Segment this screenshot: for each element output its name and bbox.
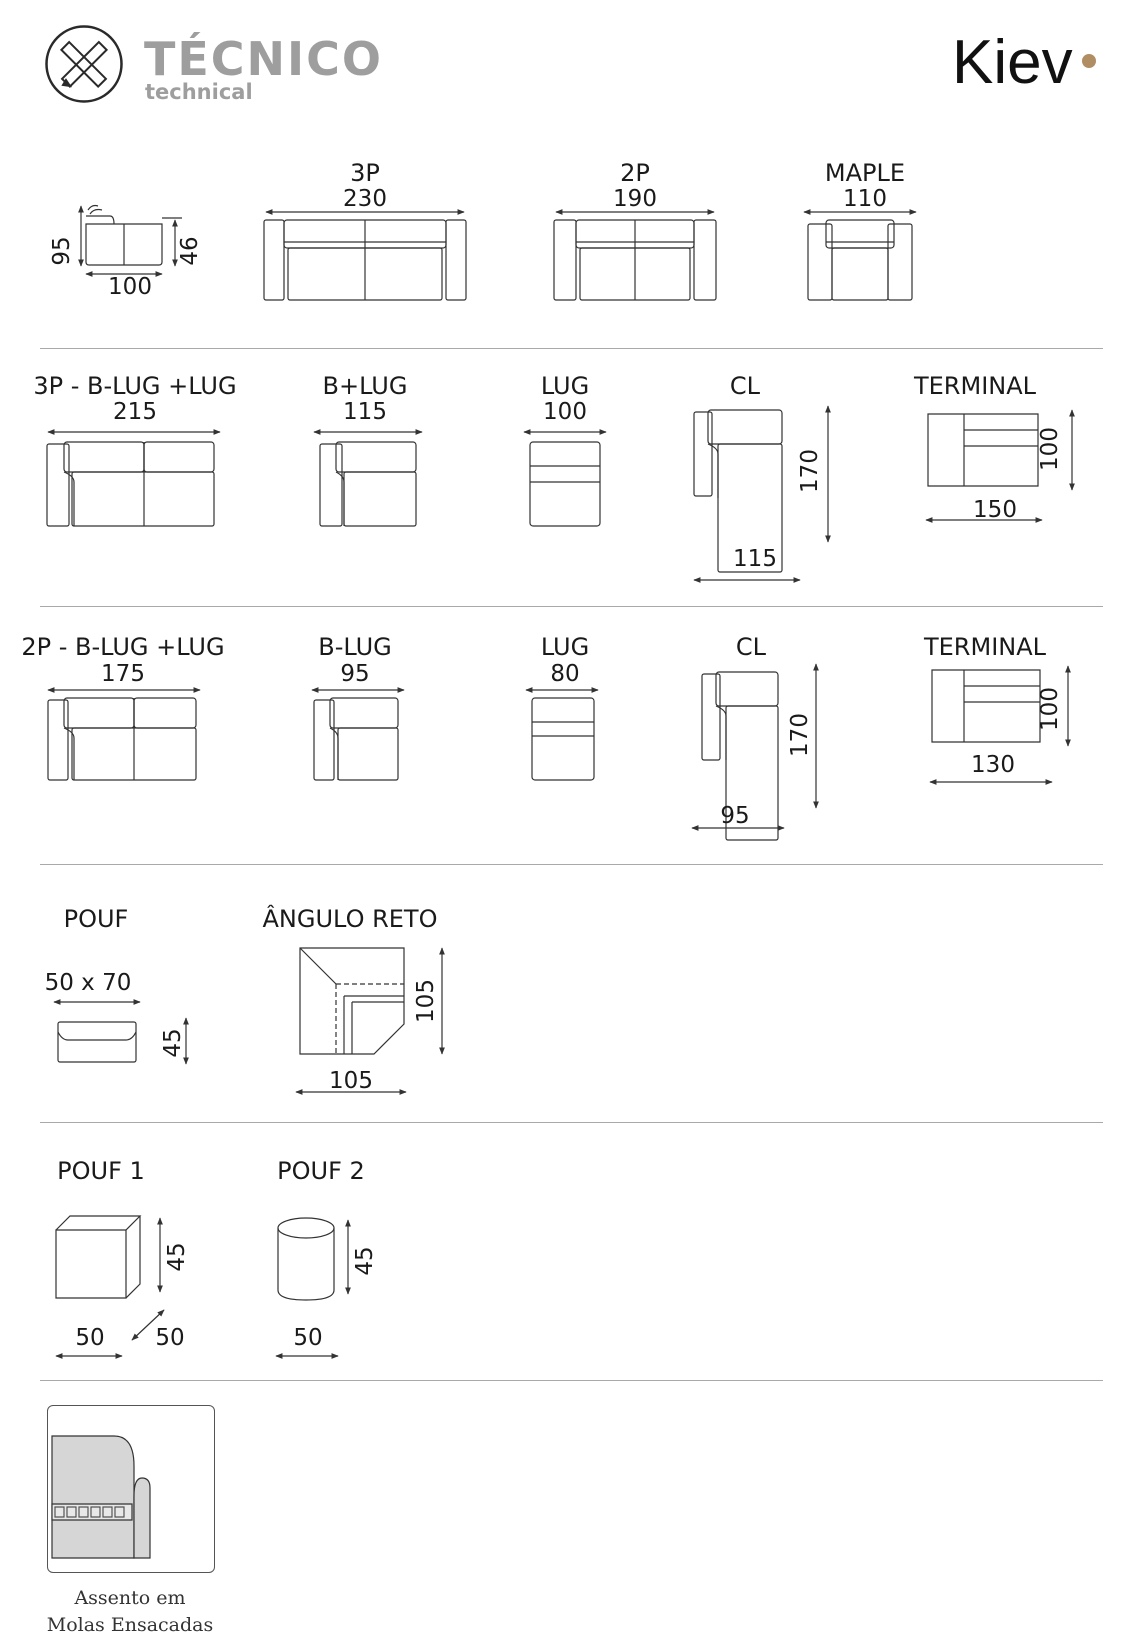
sofa-2p-drawing (552, 206, 718, 306)
section-divider (40, 606, 1103, 607)
pocket-spring-seat-icon-frame (47, 1405, 215, 1573)
row2-p3-blug-title: 3P - B-LUG +LUG (33, 372, 237, 400)
brand-subtitle: technical (145, 80, 253, 104)
row3-cl-length-dim: 170 (787, 713, 813, 757)
row3-p2-blug-width-dim: 175 (101, 661, 145, 687)
seat-caption-line1: Assento em (74, 1587, 186, 1609)
row2-terminal-title: TERMINAL (913, 372, 1037, 400)
profile-height-dim: 95 (49, 236, 75, 266)
row2-cl-title: CL (729, 372, 761, 400)
p3-title: 3P (350, 159, 380, 187)
row3-blug-width-dim: 95 (340, 661, 370, 687)
profile-seat-height-dim: 46 (177, 236, 203, 266)
maple-title: MAPLE (824, 159, 906, 187)
pouf1-depth-dim: 50 (155, 1325, 185, 1351)
maple-width-dim: 110 (843, 186, 887, 212)
lug-module-drawing (520, 420, 610, 530)
p2-width-dim: 190 (613, 186, 657, 212)
section-divider (40, 864, 1103, 865)
row2-blug-width-dim: 115 (343, 399, 387, 425)
row3-cl-width-dim: 95 (720, 803, 750, 829)
pouf2-diameter-dim: 50 (293, 1325, 323, 1351)
row3-terminal-title: TERMINAL (923, 633, 1047, 661)
row2-lug-title: LUG (540, 372, 590, 400)
row3-terminal-width-dim: 130 (971, 752, 1015, 778)
b-lug-module-drawing (310, 420, 426, 530)
brand-title: TÉCNICO (144, 32, 384, 86)
accent-dot (1082, 54, 1096, 68)
sofa-3p-drawing (262, 206, 468, 306)
b-lug-small-module-drawing (308, 682, 408, 782)
row3-p2-blug-title: 2P - B-LUG +LUG (21, 633, 225, 661)
row2-p3-blug-width-dim: 215 (113, 399, 157, 425)
sofa-3p-blug-lug-drawing (44, 420, 224, 530)
pouf-size-dim: 50 x 70 (44, 970, 132, 996)
p2-title: 2P (620, 159, 650, 187)
angulo-width-dim: 105 (329, 1068, 373, 1094)
sofa-2p-blug-lug-drawing (44, 682, 204, 782)
section-divider (40, 348, 1103, 349)
pencil-ruler-cross-icon (44, 24, 124, 104)
pouf2-height-dim: 45 (352, 1246, 378, 1276)
lug-small-module-drawing (522, 682, 602, 782)
pouf2-title: POUF 2 (277, 1157, 365, 1185)
row3-blug-title: B-LUG (318, 633, 392, 661)
pouf1-height-dim: 45 (164, 1242, 190, 1272)
profile-depth-dim: 100 (108, 274, 152, 300)
row3-terminal-depth-dim: 100 (1037, 687, 1063, 731)
pouf-height-dim: 45 (160, 1028, 186, 1058)
section-divider (40, 1380, 1103, 1381)
row2-cl-width-dim: 115 (733, 546, 777, 572)
row2-terminal-depth-dim: 100 (1037, 427, 1063, 471)
angulo-depth-dim: 105 (413, 979, 439, 1023)
row2-blug-title: B+LUG (322, 372, 408, 400)
pouf1-title: POUF 1 (57, 1157, 145, 1185)
row3-cl-title: CL (735, 633, 767, 661)
pouf1-width-dim: 50 (75, 1325, 105, 1351)
row2-lug-width-dim: 100 (543, 399, 587, 425)
pocket-spring-seat-icon (48, 1406, 214, 1572)
section-divider (40, 1122, 1103, 1123)
row3-lug-title: LUG (540, 633, 590, 661)
row2-terminal-width-dim: 150 (973, 497, 1017, 523)
p3-width-dim: 230 (343, 186, 387, 212)
angulo-title: ÂNGULO RETO (262, 905, 438, 933)
pouf-title: POUF (63, 905, 129, 933)
row3-lug-width-dim: 80 (550, 661, 580, 687)
row2-cl-length-dim: 170 (797, 449, 823, 493)
model-name: Kiev (952, 28, 1073, 97)
maple-armchair-drawing (800, 206, 920, 306)
seat-caption-line2: Molas Ensacadas (46, 1614, 214, 1636)
